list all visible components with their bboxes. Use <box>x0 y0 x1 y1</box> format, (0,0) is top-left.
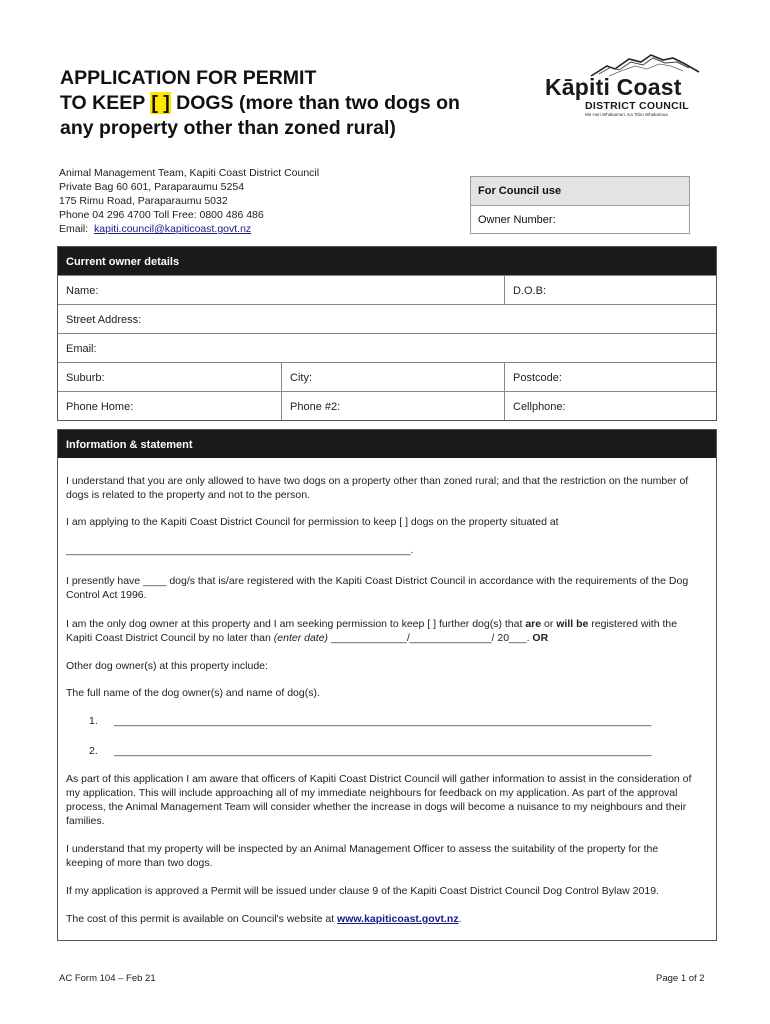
statement-p4: I am the only dog owner at this property and I am seeking permission to keep [ ] further dog(s) that are or will be registered with the Kapiti Coast District Council by no later than (enter date) _____________/______________/ 20___. OR <box>66 618 678 644</box>
address-line: Animal Management Team, Kapiti Coast District Council <box>59 167 320 179</box>
statement-p5: Other dog owner(s) at this property include: <box>66 660 268 672</box>
phone2-field[interactable]: Phone #2: <box>282 392 505 420</box>
title-line-3: any property other than zoned rural) <box>60 117 396 139</box>
address-line: 175 Rimu Road, Paraparaumu 5032 <box>59 195 228 207</box>
email-line: Email: kapiti.council@kapiticoast.govt.nz <box>59 223 252 235</box>
dog-count-blank[interactable]: [ ] <box>151 92 170 114</box>
statement-section <box>57 429 717 941</box>
statement-p2: I am applying to the Kapiti Coast District Council for permission to keep [ ] dogs on the property situated at <box>66 516 559 528</box>
contact-address <box>59 166 319 236</box>
statement-p1: I understand that you are only allowed to have two dogs on a property other than zoned rural; and that the restriction on the number of dogs is related to the property and not to the person. <box>66 475 689 501</box>
address-line: Private Bag 60 601, Paraparaumu 5254 <box>59 181 245 193</box>
title-line-1: APPLICATION FOR PERMIT <box>60 67 317 89</box>
owner-number-field[interactable]: Owner Number: <box>478 214 556 226</box>
dob-field[interactable]: D.O.B: <box>513 285 547 297</box>
page-number: Page 1 of 2 <box>656 973 705 984</box>
phone-home-field[interactable]: Phone Home: <box>58 392 282 420</box>
address-blank-line[interactable]: ___________________________________________________________. <box>66 544 414 556</box>
logo-tagline: Me Huri Whakamuri, Ka Titiro Whakamua <box>585 112 668 117</box>
council-use-box <box>470 176 690 234</box>
postcode-field[interactable]: Postcode: <box>513 372 562 384</box>
list-number: 2. <box>89 745 98 757</box>
logo-name: Kāpiti Coast <box>545 74 682 100</box>
statement-p3: I presently have ____ dog/s that is/are registered with the Kapiti Coast District Council in accordance with the requirements of the Dog Control Act 1996. <box>66 575 689 601</box>
website-link[interactable]: www.kapiticoast.govt.nz <box>337 913 459 925</box>
street-address-field[interactable]: Street Address: <box>66 314 142 326</box>
statement-p8: I understand that my property will be inspected by an Animal Management Officer to assess the suitability of the property for the keeping of more than two dogs. <box>66 843 659 869</box>
owner-dog-line-1[interactable]: ____________________________________________________________________________________________ <box>114 715 652 727</box>
council-logo <box>543 50 703 120</box>
owner-dog-line-2[interactable]: ____________________________________________________________________________________________ <box>114 745 652 757</box>
statement-p7: As part of this application I am aware that officers of Kapiti Coast District Council will gather information to assist in the consideration of my application. This will include approaching all of my immediate neighbours for feedback on my application. As part of the approval process, the Animal Management Team will consider whether the increase in dogs will become a nuisance to my neighbours and their families. <box>66 773 692 827</box>
phone-line: Phone 04 296 4700 Toll Free: 0800 486 486 <box>59 209 264 221</box>
statement-p6: The full name of the dog owner(s) and name of dog(s). <box>66 687 320 699</box>
statement-heading: Information & statement <box>58 430 716 458</box>
title-line-2: TO KEEP [ ] DOGS (more than two dogs on <box>60 92 460 114</box>
page-title <box>60 66 540 141</box>
council-use-heading: For Council use <box>471 177 689 206</box>
statement-p10: The cost of this permit is available on Council's website at www.kapiticoast.govt.nz. <box>66 913 462 925</box>
owner-details-table <box>57 246 717 421</box>
name-field[interactable]: Name: <box>58 276 505 304</box>
owner-details-heading: Current owner details <box>58 247 716 275</box>
form-number: AC Form 104 – Feb 21 <box>59 973 156 984</box>
statement-p9: If my application is approved a Permit will be issued under clause 9 of the Kapiti Coast District Council Dog Control Bylaw 2019. <box>66 885 659 897</box>
email-field[interactable]: Email: <box>66 343 97 355</box>
cellphone-field[interactable]: Cellphone: <box>513 401 566 413</box>
logo-subtitle: DISTRICT COUNCIL <box>585 100 689 112</box>
list-number: 1. <box>89 715 98 727</box>
suburb-field[interactable]: Suburb: <box>58 363 282 391</box>
email-link[interactable]: kapiti.council@kapiticoast.govt.nz <box>94 223 252 235</box>
city-field[interactable]: City: <box>282 363 505 391</box>
